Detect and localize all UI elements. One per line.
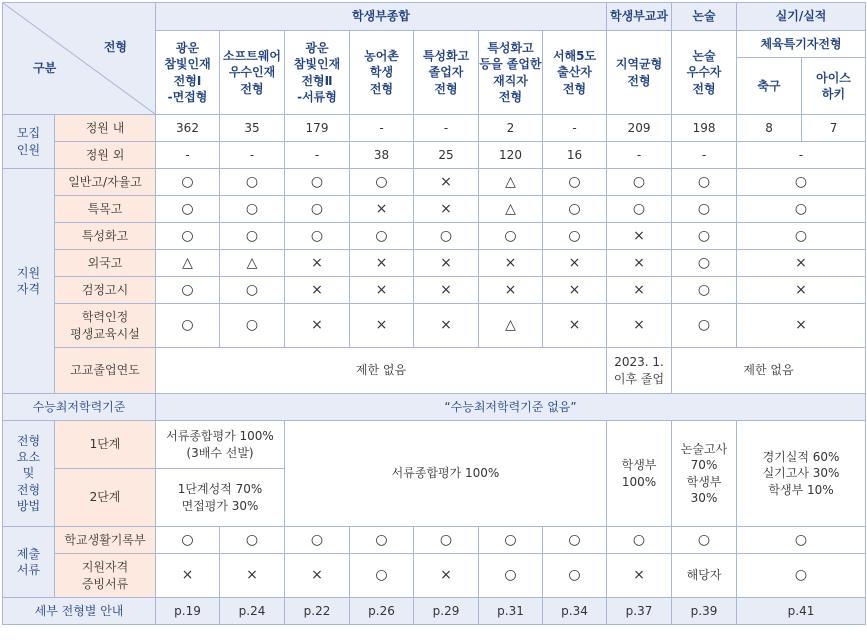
cell-mark: ○ [220, 196, 285, 223]
cell-recruit-in: 2 [479, 115, 543, 142]
cell-recruit-out: 38 [350, 142, 414, 169]
row-group-recruit: 모집 인원 [3, 115, 55, 169]
cell-mark: × [285, 554, 350, 598]
col-header-soccer: 축구 [737, 58, 802, 115]
cell-mark: ○ [156, 223, 220, 250]
cell-mark: ○ [672, 250, 737, 277]
cell-mark: ○ [737, 169, 866, 196]
cell-mark: ○ [543, 554, 607, 598]
admission-summary-table [2, 2, 866, 625]
col-header-5: 특성화고 졸업자 전형 [414, 31, 479, 115]
corner-label-category: 구분 [33, 60, 57, 75]
cell-recruit-out: - [156, 142, 220, 169]
cell-mark: × [220, 554, 285, 598]
cell-mark: × [607, 304, 672, 348]
admission-table-container [2, 2, 865, 639]
col-header-9: 논술 우수자 전형 [672, 31, 737, 115]
cell-mark: × [414, 277, 479, 304]
cell-recruit-in: 8 [737, 115, 802, 142]
cell-mark: ○ [543, 169, 607, 196]
corner-label-type: 전형 [103, 40, 127, 54]
cell-mark: △ [220, 250, 285, 277]
cell-mark: × [414, 304, 479, 348]
cell-recruit-out: - [672, 142, 737, 169]
cell-mark: × [607, 277, 672, 304]
cell-mark: ○ [479, 527, 543, 554]
group-header-nonsul: 논술 [672, 3, 737, 31]
cell-doc-eval: 서류종합평가 100% [285, 421, 607, 527]
cell-mark: × [350, 250, 414, 277]
page-link[interactable]: p.22 [285, 598, 350, 625]
col-header-4: 농어촌 학생 전형 [350, 31, 414, 115]
cell-mark: × [285, 277, 350, 304]
cell-mark: × [350, 304, 414, 348]
col-header-hockey: 아이스 하키 [802, 58, 866, 115]
row-label-special: 특목고 [55, 196, 156, 223]
cell-mark: × [737, 250, 866, 277]
cell-recruit-out: - [220, 142, 285, 169]
col-header-6: 특성화고 등을 졸업한 재직자 전형 [479, 31, 543, 115]
cell-mark: ○ [672, 527, 737, 554]
cell-mark: × [543, 250, 607, 277]
cell-mark: ○ [156, 527, 220, 554]
group-header-gyogwa: 학생부교과 [607, 3, 672, 31]
cell-mark: ○ [543, 196, 607, 223]
group-header-silgi: 실기/실적 [737, 3, 866, 31]
page-link[interactable]: p.37 [607, 598, 672, 625]
cell-mark: ○ [220, 169, 285, 196]
cell-mark: ○ [156, 169, 220, 196]
row-label-stage2: 2단계 [55, 469, 156, 527]
cell-recruit-in: 209 [607, 115, 672, 142]
cell-mark: ○ [607, 527, 672, 554]
page-link[interactable]: p.29 [414, 598, 479, 625]
cell-mark: △ [479, 169, 543, 196]
cell-mark: ○ [156, 277, 220, 304]
cell-mark: ○ [156, 196, 220, 223]
row-label-school-record: 학교생활기록부 [55, 527, 156, 554]
cell-mark: ○ [672, 196, 737, 223]
cell-mark: × [414, 250, 479, 277]
page-link[interactable]: p.19 [156, 598, 220, 625]
row-label-recruit-in: 정원 내 [55, 115, 156, 142]
cell-mark: ○ [607, 196, 672, 223]
cell-mark: △ [479, 304, 543, 348]
cell-mark: × [607, 223, 672, 250]
row-label-csat: 수능최저학력기준 [3, 394, 156, 421]
row-label-ged: 검정고시 [55, 277, 156, 304]
cell-mark: × [350, 196, 414, 223]
cell-mark: ○ [156, 304, 220, 348]
row-label-vocational: 특성화고 [55, 223, 156, 250]
cell-mark: ○ [737, 527, 866, 554]
page-link[interactable]: p.31 [479, 598, 543, 625]
cell-mark: ○ [672, 304, 737, 348]
cell-mark: × [414, 554, 479, 598]
cell-mark: × [156, 554, 220, 598]
cell-recruit-out: - [737, 142, 866, 169]
page-link[interactable]: p.41 [737, 598, 866, 625]
cell-recruit-in: 179 [285, 115, 350, 142]
cell-mark: ○ [737, 223, 866, 250]
cell-mark: ○ [737, 196, 866, 223]
page-link[interactable]: p.34 [543, 598, 607, 625]
row-group-docs: 제출 서류 [3, 527, 55, 598]
row-label-foreign: 외국고 [55, 250, 156, 277]
row-label-grad-year: 고교졸업연도 [55, 348, 156, 394]
cell-mark: × [414, 196, 479, 223]
cell-mark: ○ [543, 223, 607, 250]
cell-mark: × [737, 277, 866, 304]
cell-mark: ○ [479, 554, 543, 598]
cell-mark: ○ [220, 527, 285, 554]
col-header-1: 광운 참빛인재 전형Ⅰ -면접형 [156, 31, 220, 115]
cell-stage1-eval: 서류종합평가 100% (3배수 선발) [156, 421, 285, 469]
cell-mark: ○ [220, 304, 285, 348]
cell-mark: ○ [350, 554, 414, 598]
cell-mark: ○ [479, 223, 543, 250]
cell-mark: ○ [350, 223, 414, 250]
cell-mark: ○ [220, 277, 285, 304]
cell-mark: × [285, 304, 350, 348]
cell-mark: ○ [607, 169, 672, 196]
cell-recruit-in: 198 [672, 115, 737, 142]
col-header-7: 서해5도 출산자 전형 [543, 31, 607, 115]
cell-stage2-eval: 1단계성적 70% 면접평가 30% [156, 469, 285, 527]
row-label-proof-docs: 지원자격 증빙서류 [55, 554, 156, 598]
row-label-guide: 세부 전형별 안내 [3, 598, 156, 625]
cell-applicable: 해당자 [672, 554, 737, 598]
row-label-recruit-out: 정원 외 [55, 142, 156, 169]
cell-mark: × [350, 277, 414, 304]
cell-mark: ○ [672, 223, 737, 250]
col-header-2: 소프트웨어 우수인재 전형 [220, 31, 285, 115]
cell-mark: × [543, 277, 607, 304]
cell-mark: × [479, 250, 543, 277]
diagonal-line [3, 3, 155, 114]
cell-gyogwa-method: 학생부 100% [607, 421, 672, 527]
group-header-jonghap: 학생부종합 [156, 3, 607, 31]
cell-mark: △ [479, 196, 543, 223]
cell-recruit-in: 362 [156, 115, 220, 142]
cell-recruit-out: - [607, 142, 672, 169]
cell-grad-year-c: 제한 없음 [672, 348, 866, 394]
cell-mark: ○ [672, 277, 737, 304]
cell-mark: × [543, 304, 607, 348]
cell-mark: × [285, 250, 350, 277]
cell-grad-year-a: 제한 없음 [156, 348, 607, 394]
cell-recruit-in: - [543, 115, 607, 142]
cell-recruit-out: 120 [479, 142, 543, 169]
cell-mark: ○ [285, 223, 350, 250]
col-header-3: 광운 참빛인재 전형Ⅱ -서류형 [285, 31, 350, 115]
cell-nonsul-method: 논술고사 70% 학생부 30% [672, 421, 737, 527]
cell-recruit-out: 16 [543, 142, 607, 169]
row-group-eligibility: 지원 자격 [3, 169, 55, 394]
cell-mark: ○ [285, 169, 350, 196]
cell-silgi-method: 경기실적 60% 실기고사 30% 학생부 10% [737, 421, 866, 527]
cell-recruit-in: 35 [220, 115, 285, 142]
cell-mark: × [607, 554, 672, 598]
cell-mark: × [414, 169, 479, 196]
page-link[interactable]: p.39 [672, 598, 737, 625]
cell-recruit-out: - [285, 142, 350, 169]
cell-mark: × [737, 304, 866, 348]
cell-mark: ○ [350, 169, 414, 196]
cell-mark: ○ [285, 527, 350, 554]
row-group-method: 전형 요소 및 전형 방법 [3, 421, 55, 527]
cell-recruit-out: 25 [414, 142, 479, 169]
cell-mark: ○ [414, 527, 479, 554]
col-header-8: 지역균형 전형 [607, 31, 672, 115]
cell-grad-year-b: 2023. 1. 이후 졸업 [607, 348, 672, 394]
cell-recruit-in: 7 [802, 115, 866, 142]
cell-mark: △ [156, 250, 220, 277]
row-label-general: 일반고/자율고 [55, 169, 156, 196]
cell-recruit-in: - [350, 115, 414, 142]
row-label-lifelong: 학력인정 평생교육시설 [55, 304, 156, 348]
cell-mark: ○ [414, 223, 479, 250]
cell-recruit-in: - [414, 115, 479, 142]
cell-csat: “수능최저학력기준 없음” [156, 394, 866, 421]
page-link[interactable]: p.26 [350, 598, 414, 625]
cell-mark: × [607, 250, 672, 277]
row-label-stage1: 1단계 [55, 421, 156, 469]
cell-mark: × [479, 277, 543, 304]
cell-mark: ○ [737, 554, 866, 598]
cell-mark: ○ [285, 196, 350, 223]
page-link[interactable]: p.24 [220, 598, 285, 625]
header-corner [3, 3, 156, 115]
cell-mark: ○ [543, 527, 607, 554]
cell-mark: ○ [350, 527, 414, 554]
cell-mark: ○ [220, 223, 285, 250]
cell-mark: ○ [672, 169, 737, 196]
col-header-sports: 체육특기자전형 [737, 31, 866, 58]
